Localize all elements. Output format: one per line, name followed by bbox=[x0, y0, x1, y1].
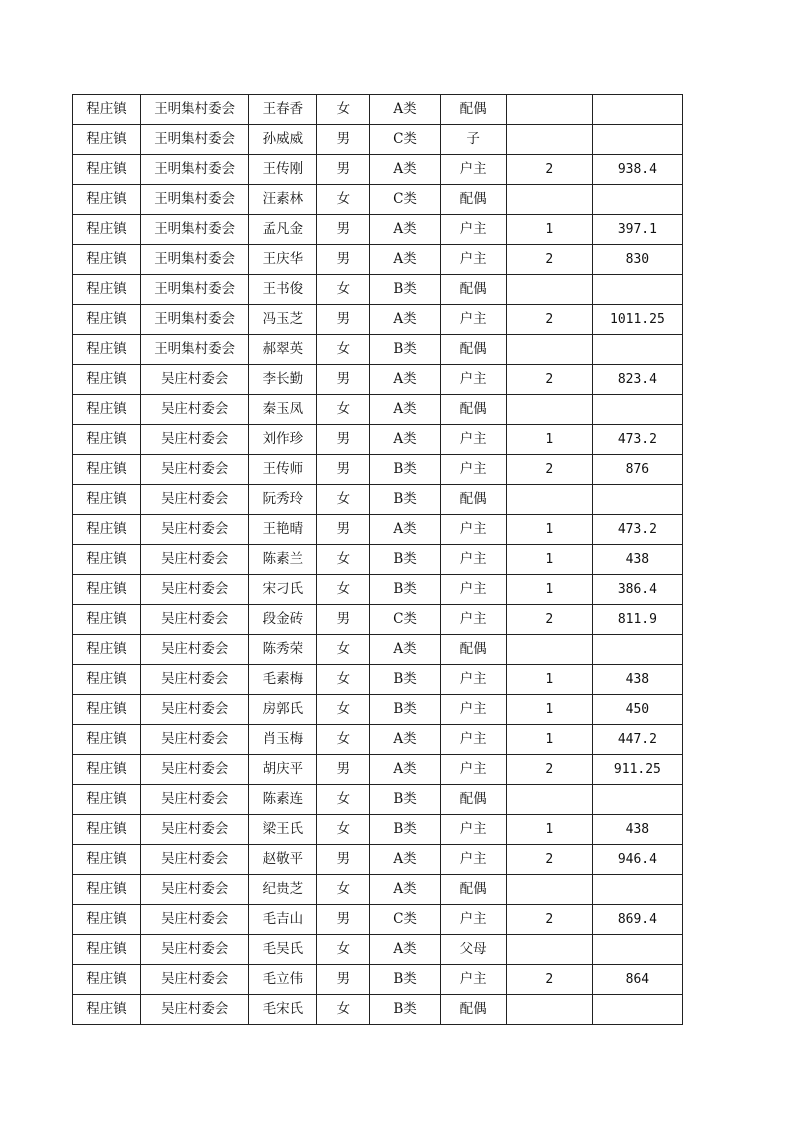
cell-town: 程庄镇 bbox=[73, 875, 141, 905]
cell-sex: 男 bbox=[317, 905, 370, 935]
cell-count bbox=[506, 875, 592, 905]
cell-relation: 配偶 bbox=[440, 995, 506, 1025]
table-row bbox=[73, 365, 683, 395]
cell-count: 1 bbox=[506, 515, 592, 545]
cell-amount bbox=[592, 335, 682, 365]
cell-amount: 473.2 bbox=[592, 425, 682, 455]
cell-sex: 女 bbox=[317, 185, 370, 215]
cell-count: 2 bbox=[506, 455, 592, 485]
cell-sex: 男 bbox=[317, 125, 370, 155]
cell-sex: 男 bbox=[317, 845, 370, 875]
cell-name: 王书俊 bbox=[249, 275, 317, 305]
cell-town: 程庄镇 bbox=[73, 545, 141, 575]
cell-town: 程庄镇 bbox=[73, 755, 141, 785]
cell-amount: 811.9 bbox=[592, 605, 682, 635]
cell-category: A类 bbox=[370, 155, 440, 185]
cell-count bbox=[506, 485, 592, 515]
cell-name: 汪素林 bbox=[249, 185, 317, 215]
cell-name: 郝翠英 bbox=[249, 335, 317, 365]
cell-village: 吴庄村委会 bbox=[141, 605, 249, 635]
table-row bbox=[73, 485, 683, 515]
cell-count: 2 bbox=[506, 245, 592, 275]
cell-town: 程庄镇 bbox=[73, 485, 141, 515]
cell-category: B类 bbox=[370, 965, 440, 995]
cell-sex: 女 bbox=[317, 485, 370, 515]
cell-count bbox=[506, 995, 592, 1025]
cell-sex: 女 bbox=[317, 95, 370, 125]
cell-relation: 户主 bbox=[440, 815, 506, 845]
cell-village: 吴庄村委会 bbox=[141, 665, 249, 695]
cell-village: 王明集村委会 bbox=[141, 245, 249, 275]
table-row bbox=[73, 965, 683, 995]
table-row bbox=[73, 605, 683, 635]
cell-category: A类 bbox=[370, 365, 440, 395]
cell-sex: 男 bbox=[317, 365, 370, 395]
cell-village: 吴庄村委会 bbox=[141, 425, 249, 455]
table-row bbox=[73, 785, 683, 815]
cell-count bbox=[506, 395, 592, 425]
cell-category: C类 bbox=[370, 185, 440, 215]
cell-village: 吴庄村委会 bbox=[141, 755, 249, 785]
cell-count: 1 bbox=[506, 575, 592, 605]
cell-village: 吴庄村委会 bbox=[141, 875, 249, 905]
cell-amount: 946.4 bbox=[592, 845, 682, 875]
table-row bbox=[73, 905, 683, 935]
table-row bbox=[73, 755, 683, 785]
cell-amount bbox=[592, 485, 682, 515]
cell-town: 程庄镇 bbox=[73, 815, 141, 845]
cell-amount bbox=[592, 635, 682, 665]
cell-village: 吴庄村委会 bbox=[141, 485, 249, 515]
table-row bbox=[73, 305, 683, 335]
cell-town: 程庄镇 bbox=[73, 425, 141, 455]
cell-relation: 配偶 bbox=[440, 95, 506, 125]
cell-name: 宋刁氏 bbox=[249, 575, 317, 605]
cell-sex: 女 bbox=[317, 995, 370, 1025]
table-row bbox=[73, 455, 683, 485]
cell-sex: 女 bbox=[317, 545, 370, 575]
cell-count bbox=[506, 935, 592, 965]
cell-sex: 男 bbox=[317, 515, 370, 545]
cell-town: 程庄镇 bbox=[73, 455, 141, 485]
table-row bbox=[73, 335, 683, 365]
cell-name: 孙威威 bbox=[249, 125, 317, 155]
cell-category: A类 bbox=[370, 935, 440, 965]
cell-town: 程庄镇 bbox=[73, 725, 141, 755]
table-row bbox=[73, 515, 683, 545]
cell-name: 刘作珍 bbox=[249, 425, 317, 455]
cell-category: A类 bbox=[370, 635, 440, 665]
cell-count: 2 bbox=[506, 755, 592, 785]
cell-category: C类 bbox=[370, 125, 440, 155]
cell-relation: 子 bbox=[440, 125, 506, 155]
table-row bbox=[73, 635, 683, 665]
cell-count bbox=[506, 785, 592, 815]
cell-amount bbox=[592, 275, 682, 305]
cell-count bbox=[506, 275, 592, 305]
cell-category: A类 bbox=[370, 515, 440, 545]
cell-village: 吴庄村委会 bbox=[141, 815, 249, 845]
cell-town: 程庄镇 bbox=[73, 905, 141, 935]
cell-name: 毛宋氏 bbox=[249, 995, 317, 1025]
table-row bbox=[73, 545, 683, 575]
cell-sex: 女 bbox=[317, 785, 370, 815]
cell-sex: 女 bbox=[317, 275, 370, 305]
cell-amount: 876 bbox=[592, 455, 682, 485]
cell-count: 2 bbox=[506, 905, 592, 935]
cell-count: 1 bbox=[506, 665, 592, 695]
table-row bbox=[73, 695, 683, 725]
cell-count: 2 bbox=[506, 155, 592, 185]
cell-relation: 配偶 bbox=[440, 875, 506, 905]
cell-village: 王明集村委会 bbox=[141, 215, 249, 245]
cell-relation: 户主 bbox=[440, 455, 506, 485]
cell-name: 胡庆平 bbox=[249, 755, 317, 785]
cell-count: 1 bbox=[506, 815, 592, 845]
cell-category: C类 bbox=[370, 905, 440, 935]
cell-relation: 配偶 bbox=[440, 395, 506, 425]
cell-category: B类 bbox=[370, 545, 440, 575]
table-row bbox=[73, 845, 683, 875]
cell-relation: 户主 bbox=[440, 365, 506, 395]
cell-category: A类 bbox=[370, 875, 440, 905]
cell-amount: 447.2 bbox=[592, 725, 682, 755]
cell-category: B类 bbox=[370, 665, 440, 695]
cell-town: 程庄镇 bbox=[73, 245, 141, 275]
table-row bbox=[73, 125, 683, 155]
cell-amount: 823.4 bbox=[592, 365, 682, 395]
cell-category: B类 bbox=[370, 485, 440, 515]
cell-amount bbox=[592, 785, 682, 815]
cell-town: 程庄镇 bbox=[73, 995, 141, 1025]
cell-village: 吴庄村委会 bbox=[141, 695, 249, 725]
cell-category: B类 bbox=[370, 275, 440, 305]
cell-name: 冯玉芝 bbox=[249, 305, 317, 335]
cell-sex: 女 bbox=[317, 875, 370, 905]
cell-count: 2 bbox=[506, 965, 592, 995]
cell-count bbox=[506, 95, 592, 125]
cell-count bbox=[506, 635, 592, 665]
cell-count bbox=[506, 125, 592, 155]
cell-amount: 397.1 bbox=[592, 215, 682, 245]
cell-relation: 配偶 bbox=[440, 185, 506, 215]
cell-amount: 911.25 bbox=[592, 755, 682, 785]
cell-relation: 户主 bbox=[440, 155, 506, 185]
cell-count: 2 bbox=[506, 365, 592, 395]
cell-name: 陈秀荣 bbox=[249, 635, 317, 665]
cell-name: 王传刚 bbox=[249, 155, 317, 185]
cell-amount: 864 bbox=[592, 965, 682, 995]
cell-name: 陈素连 bbox=[249, 785, 317, 815]
cell-sex: 男 bbox=[317, 155, 370, 185]
cell-village: 吴庄村委会 bbox=[141, 785, 249, 815]
cell-category: C类 bbox=[370, 605, 440, 635]
cell-amount: 386.4 bbox=[592, 575, 682, 605]
cell-village: 吴庄村委会 bbox=[141, 935, 249, 965]
cell-town: 程庄镇 bbox=[73, 575, 141, 605]
cell-village: 王明集村委会 bbox=[141, 305, 249, 335]
table-row bbox=[73, 425, 683, 455]
cell-amount bbox=[592, 185, 682, 215]
cell-category: A类 bbox=[370, 395, 440, 425]
cell-relation: 户主 bbox=[440, 425, 506, 455]
cell-relation: 户主 bbox=[440, 575, 506, 605]
cell-name: 秦玉凤 bbox=[249, 395, 317, 425]
table-row bbox=[73, 725, 683, 755]
cell-village: 王明集村委会 bbox=[141, 155, 249, 185]
cell-amount bbox=[592, 95, 682, 125]
table-row bbox=[73, 815, 683, 845]
cell-category: B类 bbox=[370, 695, 440, 725]
cell-amount bbox=[592, 935, 682, 965]
cell-name: 毛素梅 bbox=[249, 665, 317, 695]
cell-sex: 女 bbox=[317, 635, 370, 665]
cell-relation: 户主 bbox=[440, 605, 506, 635]
cell-count bbox=[506, 185, 592, 215]
cell-sex: 女 bbox=[317, 725, 370, 755]
cell-name: 阮秀玲 bbox=[249, 485, 317, 515]
cell-name: 梁王氏 bbox=[249, 815, 317, 845]
cell-count: 1 bbox=[506, 215, 592, 245]
cell-sex: 男 bbox=[317, 245, 370, 275]
cell-village: 吴庄村委会 bbox=[141, 395, 249, 425]
cell-village: 吴庄村委会 bbox=[141, 545, 249, 575]
cell-count: 1 bbox=[506, 425, 592, 455]
cell-count: 1 bbox=[506, 725, 592, 755]
cell-sex: 男 bbox=[317, 755, 370, 785]
cell-relation: 户主 bbox=[440, 905, 506, 935]
table-row bbox=[73, 395, 683, 425]
cell-category: B类 bbox=[370, 995, 440, 1025]
cell-town: 程庄镇 bbox=[73, 335, 141, 365]
cell-name: 毛吉山 bbox=[249, 905, 317, 935]
cell-category: B类 bbox=[370, 815, 440, 845]
cell-village: 吴庄村委会 bbox=[141, 995, 249, 1025]
cell-town: 程庄镇 bbox=[73, 665, 141, 695]
cell-amount: 938.4 bbox=[592, 155, 682, 185]
cell-name: 孟凡金 bbox=[249, 215, 317, 245]
cell-town: 程庄镇 bbox=[73, 125, 141, 155]
subsidy-table bbox=[72, 94, 683, 1025]
cell-sex: 男 bbox=[317, 605, 370, 635]
cell-amount: 438 bbox=[592, 665, 682, 695]
cell-category: B类 bbox=[370, 335, 440, 365]
cell-amount bbox=[592, 395, 682, 425]
table-row bbox=[73, 665, 683, 695]
cell-relation: 户主 bbox=[440, 545, 506, 575]
cell-count: 2 bbox=[506, 305, 592, 335]
cell-town: 程庄镇 bbox=[73, 275, 141, 305]
cell-town: 程庄镇 bbox=[73, 845, 141, 875]
cell-amount: 1011.25 bbox=[592, 305, 682, 335]
cell-town: 程庄镇 bbox=[73, 395, 141, 425]
cell-category: A类 bbox=[370, 425, 440, 455]
cell-relation: 户主 bbox=[440, 515, 506, 545]
cell-sex: 女 bbox=[317, 935, 370, 965]
cell-name: 王春香 bbox=[249, 95, 317, 125]
cell-town: 程庄镇 bbox=[73, 95, 141, 125]
cell-relation: 户主 bbox=[440, 665, 506, 695]
cell-sex: 女 bbox=[317, 695, 370, 725]
cell-sex: 女 bbox=[317, 665, 370, 695]
cell-village: 吴庄村委会 bbox=[141, 905, 249, 935]
cell-village: 王明集村委会 bbox=[141, 275, 249, 305]
cell-count: 2 bbox=[506, 605, 592, 635]
cell-sex: 男 bbox=[317, 965, 370, 995]
table-row bbox=[73, 995, 683, 1025]
cell-sex: 男 bbox=[317, 215, 370, 245]
cell-town: 程庄镇 bbox=[73, 935, 141, 965]
cell-sex: 男 bbox=[317, 305, 370, 335]
cell-amount: 869.4 bbox=[592, 905, 682, 935]
cell-sex: 女 bbox=[317, 815, 370, 845]
cell-village: 吴庄村委会 bbox=[141, 515, 249, 545]
cell-village: 王明集村委会 bbox=[141, 125, 249, 155]
cell-count: 2 bbox=[506, 845, 592, 875]
cell-village: 王明集村委会 bbox=[141, 335, 249, 365]
cell-name: 毛立伟 bbox=[249, 965, 317, 995]
cell-village: 吴庄村委会 bbox=[141, 635, 249, 665]
cell-town: 程庄镇 bbox=[73, 215, 141, 245]
cell-village: 王明集村委会 bbox=[141, 185, 249, 215]
cell-sex: 女 bbox=[317, 395, 370, 425]
cell-name: 李长勤 bbox=[249, 365, 317, 395]
cell-relation: 户主 bbox=[440, 725, 506, 755]
cell-village: 吴庄村委会 bbox=[141, 365, 249, 395]
cell-count: 1 bbox=[506, 695, 592, 725]
cell-category: A类 bbox=[370, 305, 440, 335]
cell-amount bbox=[592, 875, 682, 905]
cell-relation: 配偶 bbox=[440, 785, 506, 815]
cell-town: 程庄镇 bbox=[73, 515, 141, 545]
cell-amount: 830 bbox=[592, 245, 682, 275]
cell-count: 1 bbox=[506, 545, 592, 575]
cell-relation: 配偶 bbox=[440, 275, 506, 305]
cell-relation: 户主 bbox=[440, 305, 506, 335]
cell-relation: 户主 bbox=[440, 965, 506, 995]
cell-name: 陈素兰 bbox=[249, 545, 317, 575]
cell-name: 赵敬平 bbox=[249, 845, 317, 875]
cell-amount: 473.2 bbox=[592, 515, 682, 545]
cell-name: 房郭氏 bbox=[249, 695, 317, 725]
table-row bbox=[73, 185, 683, 215]
cell-name: 纪贵芝 bbox=[249, 875, 317, 905]
cell-name: 王艳晴 bbox=[249, 515, 317, 545]
table-row bbox=[73, 245, 683, 275]
cell-category: A类 bbox=[370, 725, 440, 755]
cell-amount: 438 bbox=[592, 815, 682, 845]
table-row bbox=[73, 575, 683, 605]
cell-town: 程庄镇 bbox=[73, 785, 141, 815]
cell-category: B类 bbox=[370, 785, 440, 815]
table-row bbox=[73, 275, 683, 305]
cell-village: 吴庄村委会 bbox=[141, 455, 249, 485]
cell-town: 程庄镇 bbox=[73, 305, 141, 335]
cell-town: 程庄镇 bbox=[73, 635, 141, 665]
table-row bbox=[73, 215, 683, 245]
cell-village: 吴庄村委会 bbox=[141, 965, 249, 995]
cell-village: 吴庄村委会 bbox=[141, 725, 249, 755]
cell-town: 程庄镇 bbox=[73, 695, 141, 725]
cell-sex: 男 bbox=[317, 425, 370, 455]
cell-town: 程庄镇 bbox=[73, 605, 141, 635]
cell-relation: 户主 bbox=[440, 845, 506, 875]
cell-relation: 父母 bbox=[440, 935, 506, 965]
table-row bbox=[73, 155, 683, 185]
cell-relation: 配偶 bbox=[440, 335, 506, 365]
cell-village: 吴庄村委会 bbox=[141, 575, 249, 605]
cell-name: 肖玉梅 bbox=[249, 725, 317, 755]
cell-relation: 户主 bbox=[440, 215, 506, 245]
cell-category: B类 bbox=[370, 455, 440, 485]
cell-relation: 户主 bbox=[440, 755, 506, 785]
table-row bbox=[73, 875, 683, 905]
cell-amount: 438 bbox=[592, 545, 682, 575]
cell-amount bbox=[592, 125, 682, 155]
cell-relation: 配偶 bbox=[440, 485, 506, 515]
cell-category: A类 bbox=[370, 755, 440, 785]
table-row bbox=[73, 95, 683, 125]
cell-town: 程庄镇 bbox=[73, 155, 141, 185]
cell-village: 王明集村委会 bbox=[141, 95, 249, 125]
cell-category: A类 bbox=[370, 845, 440, 875]
cell-name: 毛吴氏 bbox=[249, 935, 317, 965]
cell-village: 吴庄村委会 bbox=[141, 845, 249, 875]
cell-count bbox=[506, 335, 592, 365]
cell-sex: 女 bbox=[317, 575, 370, 605]
cell-sex: 男 bbox=[317, 455, 370, 485]
cell-town: 程庄镇 bbox=[73, 965, 141, 995]
cell-relation: 配偶 bbox=[440, 635, 506, 665]
cell-relation: 户主 bbox=[440, 695, 506, 725]
cell-category: B类 bbox=[370, 575, 440, 605]
table-body bbox=[73, 95, 683, 1025]
cell-name: 王庆华 bbox=[249, 245, 317, 275]
cell-sex: 女 bbox=[317, 335, 370, 365]
cell-amount: 450 bbox=[592, 695, 682, 725]
cell-relation: 户主 bbox=[440, 245, 506, 275]
cell-amount bbox=[592, 995, 682, 1025]
cell-town: 程庄镇 bbox=[73, 365, 141, 395]
cell-name: 王传师 bbox=[249, 455, 317, 485]
cell-category: A类 bbox=[370, 95, 440, 125]
table-row bbox=[73, 935, 683, 965]
cell-town: 程庄镇 bbox=[73, 185, 141, 215]
cell-category: A类 bbox=[370, 215, 440, 245]
cell-category: A类 bbox=[370, 245, 440, 275]
cell-name: 段金砖 bbox=[249, 605, 317, 635]
